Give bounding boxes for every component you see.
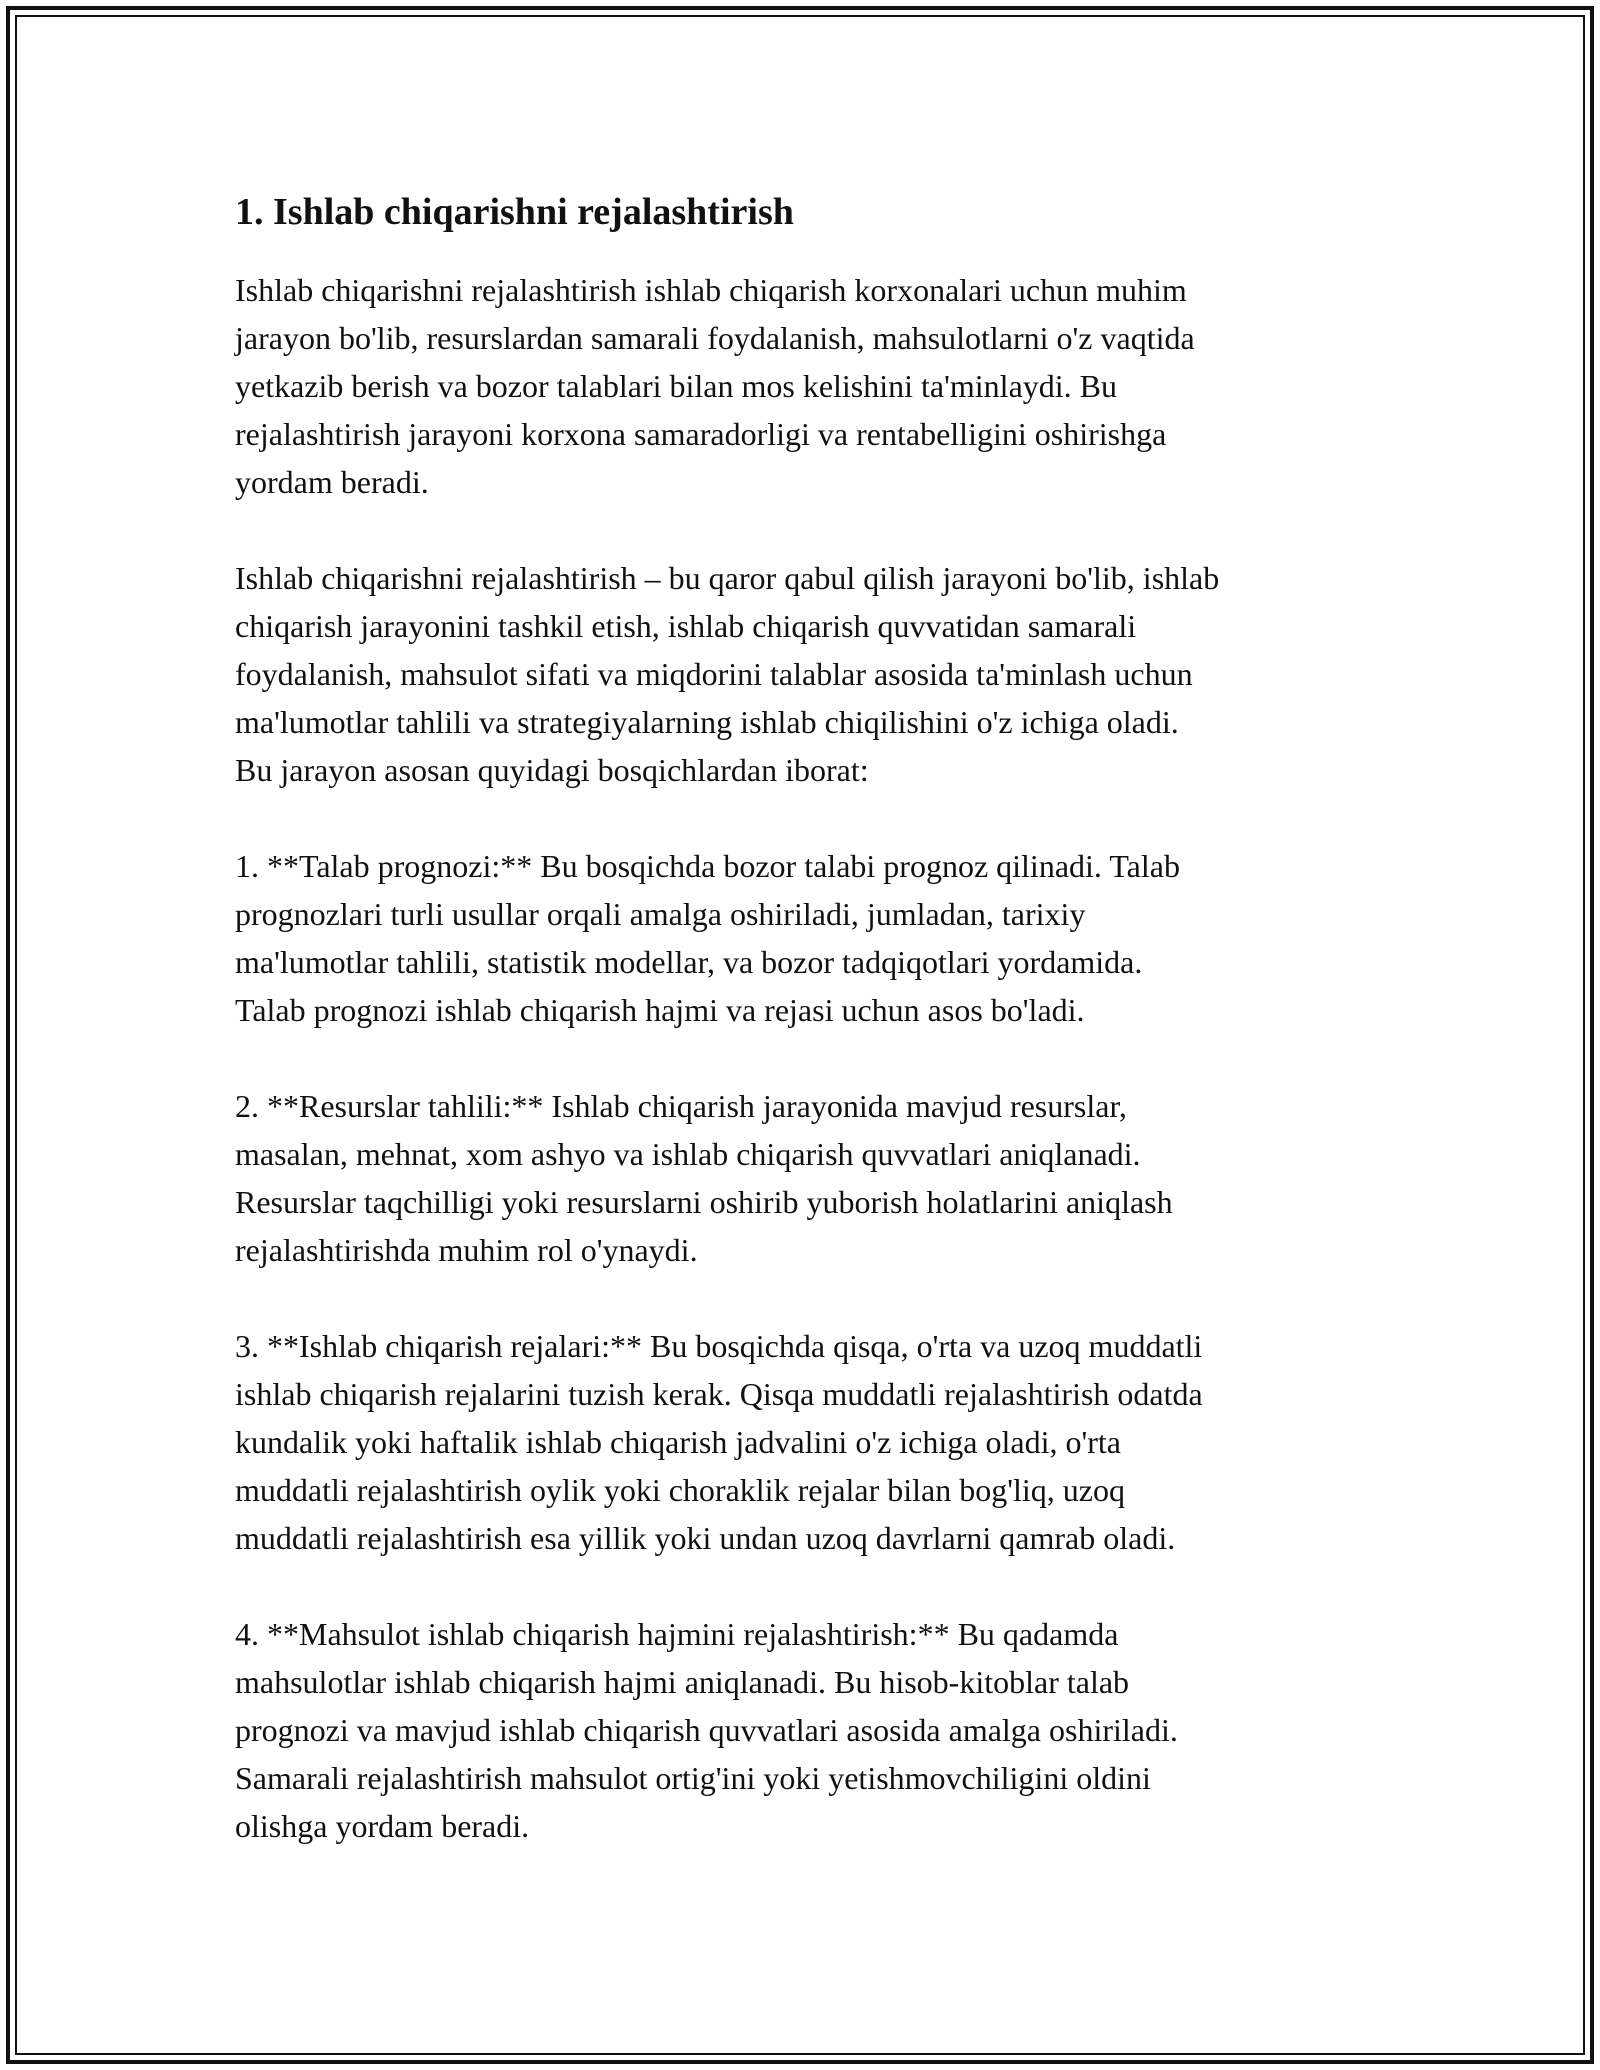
paragraph-step-2: 2. **Resurslar tahlili:** Ishlab chiqarish jarayonida mavjud resurslar, masalan, mehnat, xom ashyo va ishlab chiqarish quvvatlari aniqlanadi. Resurslar taqchilligi yoki resurslarni oshirib yuborish holatlarini aniqlash rejalashtirishda muhim rol o'ynaydi. <box>235 1088 1173 1268</box>
paragraph-step-3: 3. **Ishlab chiqarish rejalari:** Bu bosqichda qisqa, o'rta va uzoq muddatli ishlab chiqarish rejalarini tuzish kerak. Qisqa muddatli rejalashtirish odatda kundalik yoki haftalik ishlab chiqarish jadvalini o'z ichiga oladi, o'rta muddatli rejalashtirish oylik yoki choraklik rejalar bilan bog'liq, uzoq muddatli rejalashtirish esa yillik yoki undan uzoq davrlarni qamrab oladi. <box>235 1328 1203 1556</box>
paragraph-definition: Ishlab chiqarishni rejalashtirish – bu qaror qabul qilish jarayoni bo'lib, ishlab chiqarish jarayonini tashkil etish, ishlab chiqarish quvvatidan samarali foydalanish, mahsulot sifati va miqdorini talablar asosida ta'minlash uchun ma'lumotlar tahlili va strategiyalarning ishlab chiqilishini o'z ichiga oladi. Bu jarayon asosan quyidagi bosqichlardan iborat: <box>235 560 1220 788</box>
document-body <box>235 188 1385 1898</box>
paragraph-intro: Ishlab chiqarishni rejalashtirish ishlab chiqarish korxonalari uchun muhim jarayon bo'lib, resurslardan samarali foydalanish, mahsulotlarni o'z vaqtida yetkazib berish va bozor talablari bilan mos kelishini ta'minlaydi. Bu rejalashtirish jarayoni korxona samaradorligi va rentabelligini oshirishga yordam beradi. <box>235 272 1195 500</box>
paragraph-step-1: 1. **Talab prognozi:** Bu bosqichda bozor talabi prognoz qilinadi. Talab prognozlari turli usullar orqali amalga oshiriladi, jumladan, tarixiy ma'lumotlar tahlili, statistik modellar, va bozor tadqiqotlari yordamida. Talab prognozi ishlab chiqarish hajmi va rejasi uchun asos bo'ladi. <box>235 848 1180 1028</box>
document-title: 1. Ishlab chiqarishni rejalashtirish <box>235 191 794 233</box>
paragraph-step-4: 4. **Mahsulot ishlab chiqarish hajmini rejalashtirish:** Bu qadamda mahsulotlar ishlab chiqarish hajmi aniqlanadi. Bu hisob-kitoblar talab prognozi va mavjud ishlab chiqarish quvvatlari asosida amalga oshiriladi. Samarali rejalashtirish mahsulot ortig'ini yoki yetishmovchiligini oldini olishga yordam beradi. <box>235 1616 1178 1844</box>
